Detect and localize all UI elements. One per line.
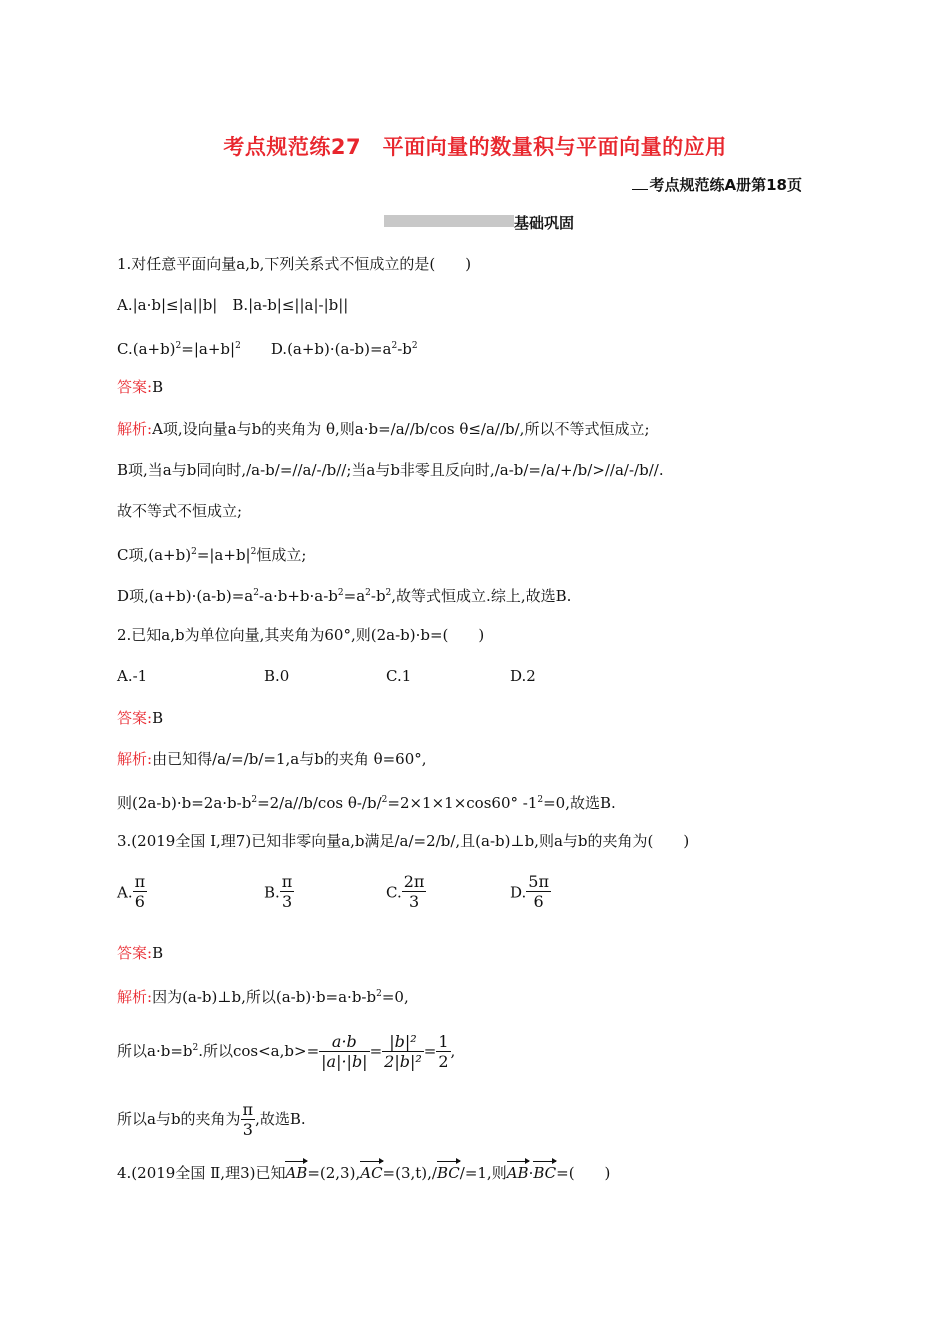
question-3-stem: 3.(2019全国 Ⅰ,理7)已知非零向量a,b满足/a/=2/b/,且(a-b)⊥b,则a与b的夹角为( ) [117, 832, 690, 850]
underline-blank [632, 175, 648, 190]
question-1-analysis-line3: 故不等式不恒成立; [117, 502, 243, 520]
question-1-answer: 答案:B [117, 378, 164, 396]
section-bar [384, 215, 514, 227]
question-3-analysis-line3: 所以a与b的夹角为 $\frac{\pi}{3}$ ,故选B. [117, 1099, 306, 1139]
question-2-option-b: B.0 [264, 667, 290, 685]
section-label: 基础巩固 [514, 214, 575, 232]
page-title: 考点规范练27 平面向量的数量积与平面向量的应用 [223, 135, 727, 159]
question-3-option-c: C. $\frac{2\pi}{3}$ [386, 872, 425, 911]
question-3-analysis-line2: 所以$a\cdot b=b^2$.所以cos<a,b>= $\frac{a\cdot b}{|a|\cdot|b|}$ = $\frac{\text{|b|²}}{\text{2|b|²}}$ = $\frac{1}{2}$ , [117, 1031, 456, 1071]
question-2-analysis-line2: 则$(2a-b)\cdot b=2a\cdot b-b^2=2/a//b/\cos$ θ-/b/$^2$=2×1×1×cos60° $-1^2=0$,故选B. [117, 794, 616, 812]
question-1-analysis-line4: C项$,(a+b)^2=|a+b|^2$恒成立; [117, 546, 307, 564]
question-1-analysis: 解析:A项,设向量a与b的夹角为 θ,则a·b=/a//b/cos θ≤/a//b/,所以不等式恒成立; [117, 420, 650, 438]
question-2-option-d: D.2 [510, 667, 536, 685]
question-1-analysis-line5: D项$,(a+b)\cdot(a-b)=a^2-a\cdot b+b\cdot a-b^2=a^2-b^2$,故等式恒成立.综上,故选B. [117, 587, 572, 605]
reference-note [632, 174, 802, 195]
question-3-option-a: A. $\frac{\pi}{6}$ [117, 872, 146, 911]
question-2-option-c: C.1 [386, 667, 412, 685]
question-1-options-ab: A.|a·b|≤|a||b| B.|a-b|≤||a|-|b|| [117, 296, 349, 314]
question-2-analysis: 解析:由已知得/a/=/b/=1,a与b的夹角 θ=60°, [117, 750, 427, 768]
question-2-option-a: A.-1 [117, 667, 148, 685]
question-3-answer: 答案:B [117, 944, 164, 962]
question-4-stem: 4.(2019全国 Ⅱ,理3)已知AB=(2,3),AC=(3,t),/BC/=1,则AB·BC=( ) [117, 1164, 611, 1182]
question-3-analysis: 解析:因为(a-b)⊥b,所以$(a-b)\cdot b=a\cdot b-b^2=0$, [117, 988, 409, 1006]
question-2-answer: 答案:B [117, 709, 164, 727]
question-3-option-d: D. $\frac{5\pi}{6}$ [510, 872, 549, 911]
reference-text: 考点规范练A册第18页 [649, 176, 802, 194]
question-2-stem: 2.已知a,b为单位向量,其夹角为60°,则(2a-b)·b=( ) [117, 626, 485, 644]
question-1-analysis-line2: B项,当a与b同向时,/a-b/=//a/-/b//;当a与b非零且反向时,/a-b/=/a/+/b/>//a/-/b//. [117, 461, 664, 479]
question-3-option-b: B. $\frac{\pi}{3}$ [264, 872, 293, 911]
question-1-options-cd: $C.(a+b)^2=|a+b|^2$ $D.(a+b)\cdot(a-b)=a^2-b^2$ [117, 340, 418, 358]
question-1-stem: 1.对任意平面向量a,b,下列关系式不恒成立的是( ) [117, 255, 472, 273]
